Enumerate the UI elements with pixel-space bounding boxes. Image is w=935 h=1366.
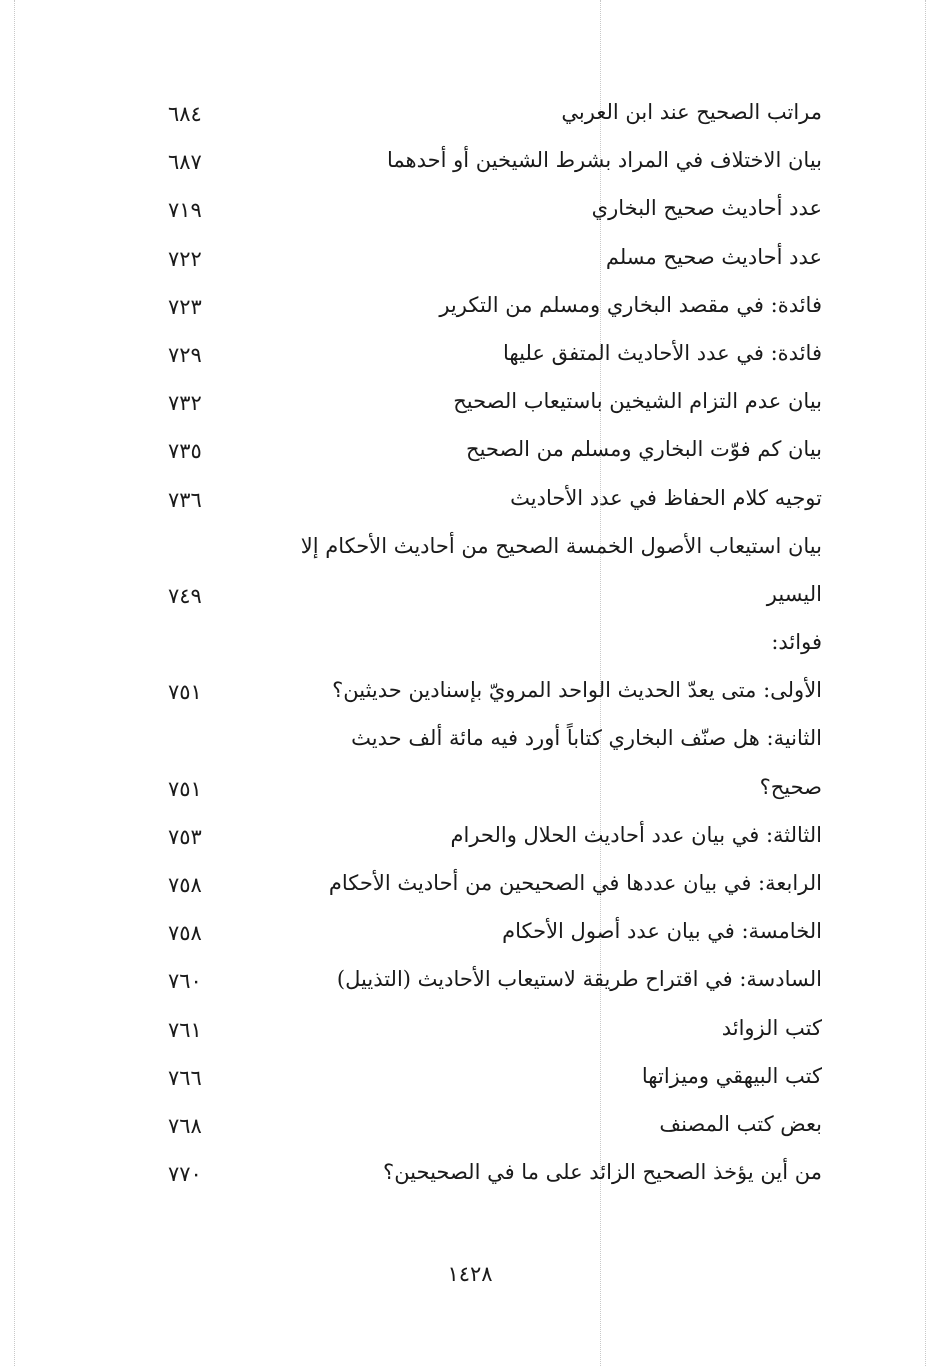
toc-entry (150, 909, 830, 957)
entry-title: عدد أحاديث صحيح البخاري (591, 196, 822, 221)
entry-title: الثالثة: في بيان عدد أحاديث الحلال والحرام (450, 822, 822, 847)
entry-page-number: ٧٣٥ (168, 439, 202, 464)
toc-entry (150, 716, 830, 764)
entry-title: الرابعة: في بيان عددها في الصحيحين من أحاديث الأحكام (328, 871, 822, 895)
toc-entry (150, 138, 830, 186)
toc-entry (150, 813, 830, 861)
toc-entry (150, 1054, 830, 1102)
entry-page-number: ٧٦١ (168, 1017, 202, 1042)
toc-entry (150, 765, 830, 813)
entry-page-number: ٧٥٨ (168, 873, 202, 897)
entry-page-number: ٧٥١ (168, 776, 202, 801)
entry-title: الخامسة: في بيان عدد أصول الأحكام (502, 919, 822, 944)
entry-title: بيان استيعاب الأصول الخمسة الصحيح من أحاديث الأحكام إلا (300, 533, 822, 558)
entry-title: فائدة: في مقصد البخاري ومسلم من التكرير (439, 292, 822, 317)
entry-title: الثانية: هل صنّف البخاري كتاباً أورد فيه مائة ألف حديث (351, 726, 822, 751)
entry-title: كتب البيهقي وميزاتها (641, 1063, 822, 1088)
entry-title: اليسير (766, 581, 822, 606)
entry-title: عدد أحاديث صحيح مسلم (605, 244, 822, 269)
page-number: ١٤٢٨ (447, 1262, 493, 1286)
toc-entry (150, 427, 830, 475)
entry-title: بيان الاختلاف في المراد بشرط الشيخين أو أحدهما (386, 148, 822, 173)
entry-title: من أين يؤخذ الصحيح الزائد على ما في الصحيحين؟ (383, 1160, 822, 1185)
entry-title: فوائد: (771, 630, 822, 655)
toc-entry (150, 861, 830, 909)
entry-title: السادسة: في اقتراح طريقة لاستيعاب الأحاديث (التذييل) (336, 967, 822, 992)
entry-page-number: ٧٥٨ (168, 921, 202, 946)
scan-edge-line-left (14, 0, 15, 1366)
toc-entry (150, 572, 830, 620)
toc-entry (150, 186, 830, 234)
toc-entry (150, 235, 830, 283)
toc-entry (150, 1102, 830, 1150)
entry-title: كتب الزوائد (721, 1015, 822, 1040)
toc-entry (150, 283, 830, 331)
toc-entry (150, 379, 830, 427)
toc-entry (150, 957, 830, 1005)
entry-title: بعض كتب المصنف (659, 1111, 822, 1136)
entry-page-number: ٧٢٩ (168, 342, 202, 367)
entry-title: فائدة: في عدد الأحاديث المتفق عليها (503, 340, 822, 365)
toc-entry (150, 1150, 830, 1198)
entry-page-number: ٧٥٣ (168, 824, 202, 849)
toc-entry (150, 90, 830, 138)
entry-title: بيان عدم التزام الشيخين باستيعاب الصحيح (453, 389, 822, 414)
entry-title: توجيه كلام الحفاظ في عدد الأحاديث (510, 485, 822, 510)
entry-page-number: ٧٢٣ (168, 294, 202, 319)
entry-page-number: ٧٦٠ (168, 969, 202, 994)
entry-title: صحيح؟ (759, 774, 822, 799)
table-of-contents (150, 90, 830, 1198)
entry-page-number: ٧٦٨ (168, 1113, 202, 1138)
toc-entry (150, 476, 830, 524)
entry-page-number: ٧٧٠ (168, 1162, 202, 1187)
toc-entry (150, 1006, 830, 1054)
entry-title: مراتب الصحيح عند ابن العربي (561, 100, 822, 124)
entry-page-number: ٧١٩ (168, 198, 202, 223)
scan-edge-line-right (925, 0, 926, 1366)
entry-page-number: ٧٦٦ (168, 1065, 202, 1090)
entry-page-number: ٧٥١ (168, 680, 202, 705)
toc-entry (150, 668, 830, 716)
toc-entry (150, 620, 830, 668)
toc-entry (150, 331, 830, 379)
entry-page-number: ٧٣٦ (168, 487, 202, 512)
entry-page-number: ٦٨٤ (168, 102, 202, 126)
toc-entry (150, 524, 830, 572)
entry-page-number: ٧٤٩ (168, 583, 202, 608)
entry-title: الأولى: متى يعدّ الحديث الواحد المرويّ بإسنادين حديثين؟ (332, 678, 822, 703)
entry-page-number: ٦٨٧ (168, 150, 202, 175)
entry-page-number: ٧٢٢ (168, 246, 202, 271)
entry-title: بيان كم فوّت البخاري ومسلم من الصحيح (466, 437, 822, 462)
entry-page-number: ٧٣٢ (168, 391, 202, 416)
